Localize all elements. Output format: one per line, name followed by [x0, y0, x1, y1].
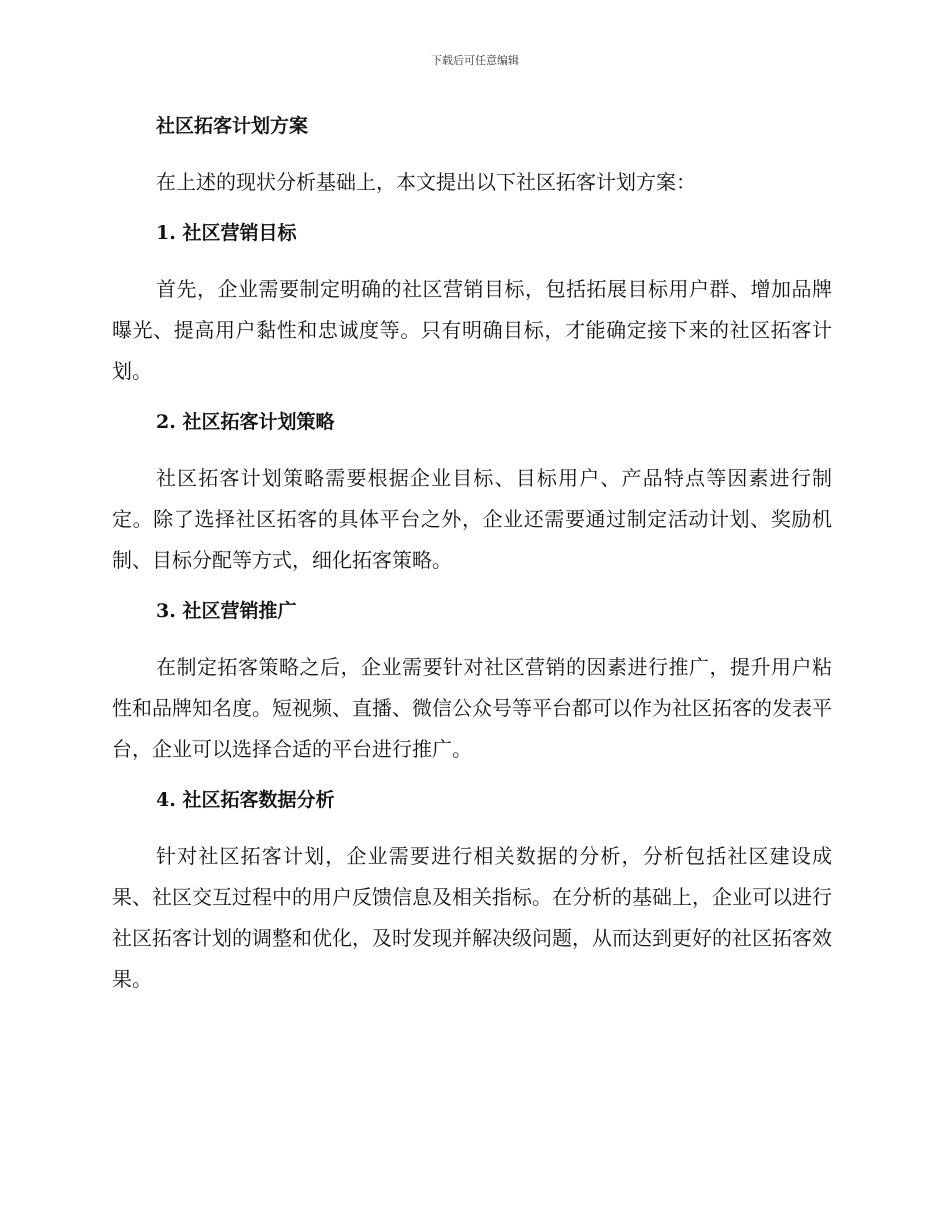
section-heading-4: 4. 社区拓客数据分析 [156, 789, 335, 811]
section-paragraph-4: 针对社区拓客计划，企业需要进行相关数据的分析，分析包括社区建设成果、社区交互过程中的用户反馈信息及相关指标。在分析的基础上，企业可以进行社区拓客计划的调整和优化，及时发现并解决级问题，从而达到更好的社区拓客效果。 [112, 844, 832, 991]
intro-paragraph: 在上述的现状分析基础上，本文提出以下社区拓客计划方案： [156, 170, 696, 194]
section-paragraph-1: 首先，企业需要制定明确的社区营销目标，包括拓展目标用户群、增加品牌曝光、提高用户黏性和忠诚度等。只有明确目标，才能确定接下来的社区拓客计划。 [112, 277, 832, 383]
document-title: 社区拓客计划方案 [156, 115, 309, 137]
section-heading-1: 1. 社区营销目标 [156, 222, 297, 244]
section-paragraph-3: 在制定拓客策略之后，企业需要针对社区营销的因素进行推广，提升用户粘性和品牌知名度。短视频、直播、微信公众号等平台都可以作为社区拓客的发表平台，企业可以选择合适的平台进行推广。 [112, 655, 832, 761]
section-heading-3: 3. 社区营销推广 [156, 600, 297, 622]
document-body [112, 108, 832, 1012]
section-paragraph-2: 社区拓客计划策略需要根据企业目标、目标用户、产品特点等因素进行制定。除了选择社区拓客的具体平台之外，企业还需要通过制定活动计划、奖励机制、目标分配等方式，细化拓客策略。 [112, 466, 832, 572]
section-heading-2: 2. 社区拓客计划策略 [156, 411, 335, 433]
page-header: 下载后可任意编辑 [431, 54, 519, 67]
